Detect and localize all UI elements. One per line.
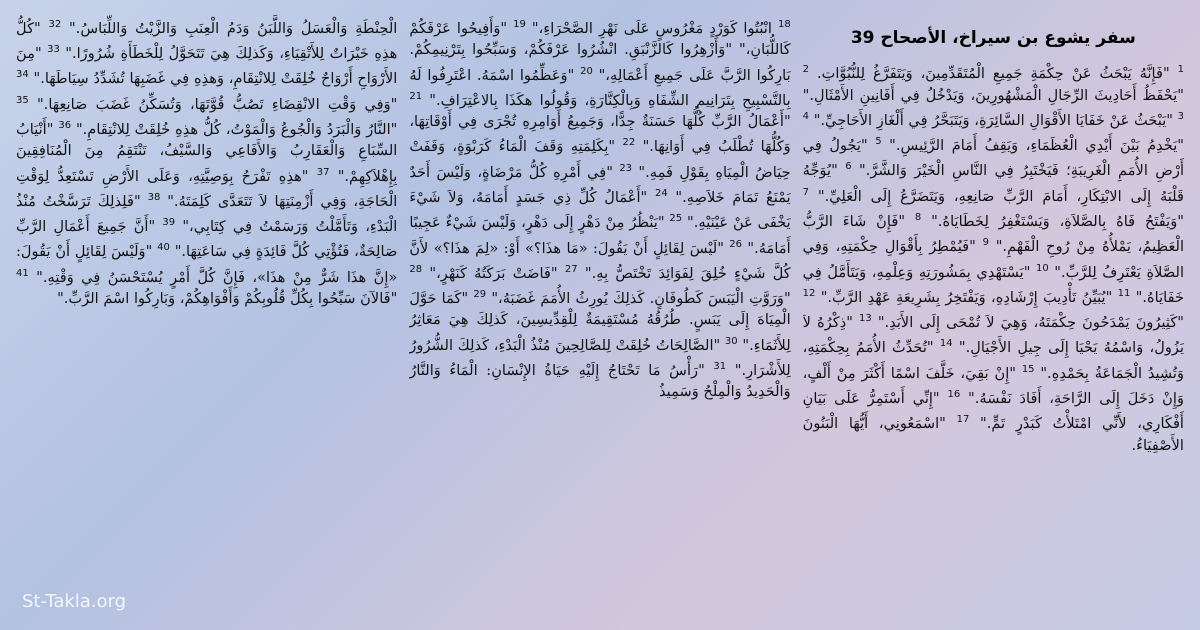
verse-number: 31 [713, 361, 727, 373]
verse-number: 15 [1021, 363, 1035, 375]
verse-number: 23 [619, 162, 633, 174]
verse-text: "يَحْفَظُ أَحَادِيثَ الرِّجَالِ الْمَشْهُورِينَ، وَيَدْخُلُ فِي أَفَانِينِ الأَمْثَالِ." [802, 86, 1184, 104]
verse-number: 33 [47, 44, 60, 56]
verse-text: "فَاضَتْ بَرَكَتُهُ كَنَهْرٍ،" [429, 264, 558, 282]
verse-text: "أَنَّ جَمِيعَ أَعْمَالِ الرَّبِّ صَالِحَةٌ، فَتُؤْتِي كُلَّ فَائِدَةٍ فِي سَاعَتِهَا." [16, 218, 398, 261]
verse-text: "أَعْمَالُ كُلِّ ذِي جَسَدٍ أَمَامَهُ، وَلاَ شَيْءَ يَخْفَى عَنْ عَيْنَيْهِ." [409, 189, 791, 232]
verse-text: "وَأَفِيحُوا عَرْفَكُمْ كَاللُّبَانِ،" "وَأَزْهِرُوا كَالزَّنْبَقِ. انْشُرُوا عَرْفَكُمْ، وَسَبِّحُوا بِتَرْنِيمِكُمْ. بَارِكُوا الرَّبَّ عَلَى جَمِيعِ أَعْمَالِهِ،" [409, 19, 791, 84]
verse-number: 29 [473, 289, 487, 301]
verse-number: 32 [48, 19, 62, 30]
verse-text: "إِنِّي أَسْتَمِرُّ عَلَى بَيَانِ أَفْكَارِي، لأَنِّي امْتَلأْتُ كَبَدْرٍ تَمٍّ." [802, 389, 1184, 433]
verse-number: 5 [875, 136, 882, 148]
verse-number: 1 [1177, 64, 1184, 76]
verse-text: "كُلُّ هذِهِ خَيْرَاتٌ لِلأَتْقِيَاءِ، وَكَذلِكَ هِيَ تَتَحَوَّلُ لِلْخَطَأَةِ شُرُورًا." [16, 19, 398, 63]
verse-text: "بِكَلِمَتِهِ وَقَفَ الْمَاءُ كَرَبْوَةٍ، وَقَفَتْ حِيَاضُ الْمِيَاهِ بِقَوْلِ فَمِهِ." [409, 138, 791, 181]
verse-text: "مِنَ الأَرْوَاحِ أَرْوَاحٌ خُلِقَتْ لِلانْتِقَامِ، وَهذِهِ فِي غَضَبِهَا تُشَدِّدُ سِيَاطَهَا." [16, 45, 398, 88]
verse [821, 289, 1131, 306]
verse-text: "وَرَوَّتِ الْيَبَسَ كَطُوفَانٍ. كَذلِكَ يُورِثُ الأُمَمَ غَضَبَهُ،" [491, 290, 791, 308]
verse-number: 26 [729, 238, 742, 250]
verse-text: "فِي أَمْرِهِ كُلُّ مَرْضَاةٍ، وَلَيْسَ أَحَدٌ يَمْنَعُ تَمَامَ خَلاَصِهِ." [409, 163, 791, 206]
verse-number: 19 [513, 19, 526, 30]
verse-text: "وَفِي وَقْتِ الانْقِضَاءِ تَصُبُّ قُوَّتَهَا، وَتُسَكِّنُ غَضَبَ صَانِعِهَا." [36, 95, 398, 113]
verse [532, 20, 791, 37]
column-left [16, 14, 397, 614]
verse-number: 12 [802, 287, 816, 299]
verse-number: 9 [982, 237, 989, 249]
verse-number: 14 [939, 338, 953, 350]
verse-text: "كَثِيرُونَ يَمْدَحُونَ حِكْمَتَهُ، وَهِيَ لاَ تُمْحَى إِلَى الأَبَدِ." [877, 314, 1184, 332]
verse-text: "أَعْمَالُ الرَّبِّ كُلُّهَا حَسَنَةٌ جِدًّا، وَجَمِيعُ أَوَامِرِهِ تُجْرَى فِي أَوْقَاتِهَا، وَكُلُّهَا تُطْلَبُ فِي أَوَانِهَا." [409, 113, 791, 156]
verse-number: 37 [316, 166, 330, 178]
verse-text: الْحِنْطَةِ وَالْعَسَلُ وَاللَّبَنُ وَدَمُ الْعِنَبِ وَالزَّيْتُ وَاللِّبَاسُ." [68, 19, 398, 37]
verse-number: 36 [58, 120, 72, 132]
verse-text: "النَّارُ وَالْبَرَدُ وَالْجُوعُ وَالْمَوْتُ، كُلُّ هذِهِ خُلِقَتْ لِلانْتِقَامِ." [75, 120, 398, 138]
verse-text: "يَنْظُرُ مِنْ دَهْرٍ إِلَى دَهْرٍ، وَلَيْسَ شَيْءٌ عَجِيبًا أَمَامَهُ." [409, 214, 791, 257]
verse-number: 17 [956, 414, 970, 426]
verse-number: 28 [409, 263, 423, 275]
verse [429, 265, 577, 282]
verse-text: "يَجُولُ فِي أَرْضِ الأُمَمِ الْغَرِيبَةِ؛ فَيَخْتَبِرُ فِي النَّاسِ الْخَيْرَ وَالشَّرَّ." [802, 137, 1184, 180]
verse-text: "رَأْسُ مَا تَحْتَاجُ إِلَيْهِ حَيَاةُ الإِنْسَانِ: الْمَاءُ وَالنَّارُ وَالْحَدِيدُ وَالْمِلْحُ وَسَمِيذُ [409, 362, 791, 401]
verse-text: "تُحَدِّثُ الأُمَمُ بِحِكْمَتِهِ، وَتُشِيدُ الْجَمَاعَةُ بِحَمْدِهِ." [802, 339, 1184, 382]
verse-number: 2 [802, 64, 810, 76]
verse-number: 35 [16, 94, 29, 106]
verse-block [803, 59, 1184, 456]
column-middle [409, 14, 790, 614]
verse-number: 4 [802, 111, 810, 123]
verse-text: "الصَّالِحَاتُ خُلِقَتْ لِلصَّالِحِينَ مُنْذُ الْبَدْءِ، كَذلِكَ الشُّرُورُ لِلأَشْرَارِ." [409, 336, 791, 379]
page-title: سفر يشوع بن سيراخ، الأصحاح 39 [850, 28, 1136, 48]
verse-text: "يَبْحَثُ عَنْ خَفَايَا الأَقْوَالِ السَّائِرَةِ، وَيَتَبَحَّرُ فِي أَلْغَازِ الأَحَاجِيِّ." [813, 111, 1173, 129]
verse-text: "ذِكْرُهُ لاَ يَزُولُ، وَاسْمُهُ يَحْيَا إِلَى جِيلِ الأَجْيَالِ." [802, 314, 1184, 357]
verse-text: "أَنْيَابُ السِّبَاعِ وَالْعَقَارِبُ وَالأَفَاعِي وَالسَّيْفُ، تَنْتَقِمُ مِنَ الْمُنَافِقِينَ بِإِهْلاَكِهِمْ." [16, 120, 398, 185]
verse [817, 65, 1184, 82]
verse-number: 6 [845, 161, 852, 173]
verse-number: 41 [16, 267, 29, 279]
verse-text: "يَخْدِمُ بَيْنَ أَيْدِي الْعُظَمَاءِ، وَيَقِفُ أَمَامَ الرَّئِيسِ." [889, 137, 1184, 155]
verse-text: "فَيُمْطِرُ بِأَقْوَالِ حِكْمَتِهِ، وَفِي الصَّلاَةِ يَعْتَرِفُ لِلرَّبِّ." [802, 238, 1184, 281]
verse-text: "فَالآنَ سَبِّحُوا بِكُلِّ قُلُوبِكُمْ وَأَفْوَاهِكُمْ، وَبَارِكُوا اسْمَ الرَّبِّ." [57, 290, 398, 308]
verse-number: 39 [162, 217, 176, 229]
verse-number: 18 [777, 19, 791, 30]
verse-number: 22 [622, 137, 636, 149]
verse-number: 24 [654, 188, 668, 200]
verse-text: "كَمَا حَوَّلَ الْمِيَاهَ إِلَى يَبَسٍ. طُرُقُهُ مُسْتَقِيمَةٌ لِلْقِدِّيسِينَ، كَذلِكَ هِيَ مَعَاثِرُ لِلأَثَمَاءِ." [409, 290, 791, 354]
verse-text: "اسْمَعُونِي، أَيُّهَا الْبَنُونَ الأَصْفِيَاءُ. [802, 415, 1184, 454]
verse-number: 7 [802, 186, 810, 198]
verse-number: 20 [580, 65, 593, 77]
verse-number: 8 [914, 212, 922, 224]
verse-text: "إِنْ بَقِيَ، خَلَّفَ اسْمًا أَكْثَرَ مِنْ أَلْفٍ، وَإِنْ دَخَلَ إِلَى الرَّاحَةِ، أَفَادَ نَفْسَهُ." [802, 364, 1184, 407]
verse-text: "فَإِنَّهُ يَبْحَثُ عَنْ حِكْمَةِ جَمِيعِ الْمُتَقَدِّمِينَ، وَيَتَفَرَّغُ لِلنُّبُوَّاتِ. [816, 65, 1170, 83]
site-watermark: St-Takla.org [22, 591, 127, 612]
column-right [803, 14, 1184, 614]
verse-number: 16 [947, 389, 961, 400]
verse-number: 10 [1035, 262, 1049, 274]
verse-text: "يُبَيِّنُ تَأْدِيبَ إِرْشَادِهِ، وَيَفْتَخِرُ بِشَرِيعَةِ عَهْدِ الرَّبِّ." [820, 288, 1113, 306]
verse-text: "يَسْتَهْدِي بِمَشُورَتِهِ وَعِلْمِهِ، وَيَتَأَمَّلُ فِي خَفَايَاهُ." [802, 263, 1184, 306]
verse-block [16, 14, 397, 309]
verse-block [409, 14, 790, 403]
verse-text: "وَلَيْسَ لِقَائِلٍ أَنْ يَقُولَ: «إِنَّ هذَا شَرٌّ مِنْ هذَا»، فَإِنَّ كُلَّ أَمْرٍ يُسْتَحْسَنُ فِي وَقْتِهِ." [16, 243, 398, 286]
verse [814, 112, 1184, 129]
verse-text: "يُوَجِّهُ قَلْبَهُ إِلَى الابْتِكَارِ، أَمَامَ الرَّبِّ صَانِعِهِ، وَيَتَضَرَّعُ إِلَى الْعَلِيِّ." [802, 162, 1184, 205]
verse-text: انْبُتُوا كَوَرْدٍ مَغْرُوسٍ عَلَى نَهْرِ الصَّحْرَاءِ،" [531, 19, 772, 37]
verse-number: 34 [16, 69, 29, 81]
verse-number: 11 [1117, 287, 1131, 299]
verse-text: "وَعَظِّمُوا اسْمَهُ. اعْتَرِفُوا لَهُ بِالتَّسْبِيحِ بِتَرَانِيمِ الشِّفَاهِ وَبِالْكِنَّارَةِ، وَقُولُوا هكَذَا بِالاعْتِرَافِ." [409, 66, 791, 109]
verse-number: 3 [1177, 111, 1184, 123]
verse-number: 25 [669, 213, 683, 225]
verse-text: "وَيَفْتَحُ فَاهُ بِالصَّلاَةِ، وَيَسْتَغْفِرُ لِخَطَايَاهُ." [931, 213, 1184, 230]
verse [409, 362, 790, 400]
verse-number: 38 [147, 192, 161, 203]
verse-text: "فَلِذلِكَ تَرَسَّخْتُ مُنْذُ الْبَدْءِ، وَتَأَمَّلْتُ وَرَسَمْتُ فِي كِتَابِي،" [16, 192, 398, 236]
verse-text: "هذِهِ تَفْرَحُ بِوَصِيَّتِهِ، وَعَلَى الأَرْضِ تَسْتَعِدُّ لِوَقْتِ الْحَاجَةِ، وَفِي أَزْمِنَتِهَا لاَ تَتَعَدَّى كَلِمَتَهُ." [16, 167, 398, 210]
verse-number: 30 [724, 335, 738, 347]
verse-text: "لَيْسَ لِقَائِلٍ أَنْ يَقُولَ: «مَا هذَا؟» أَوْ: «لِمَ هذَا؟» لأَنَّ كُلَّ شَيْءٍ خُلِقَ لِفَوَائِدَ تَخْتَصُّ بِهِ." [409, 239, 791, 282]
verse-number: 13 [859, 313, 872, 325]
verse-number: 40 [157, 242, 170, 254]
verse-number: 21 [409, 90, 423, 102]
verse [69, 20, 397, 37]
verse-number: 27 [564, 263, 578, 275]
verse-text: "فَإِنْ شَاءَ الرَّبُّ الْعَظِيمُ، يَمْلأُهُ مِنْ رُوحِ الْفَهْمِ." [802, 213, 1184, 256]
